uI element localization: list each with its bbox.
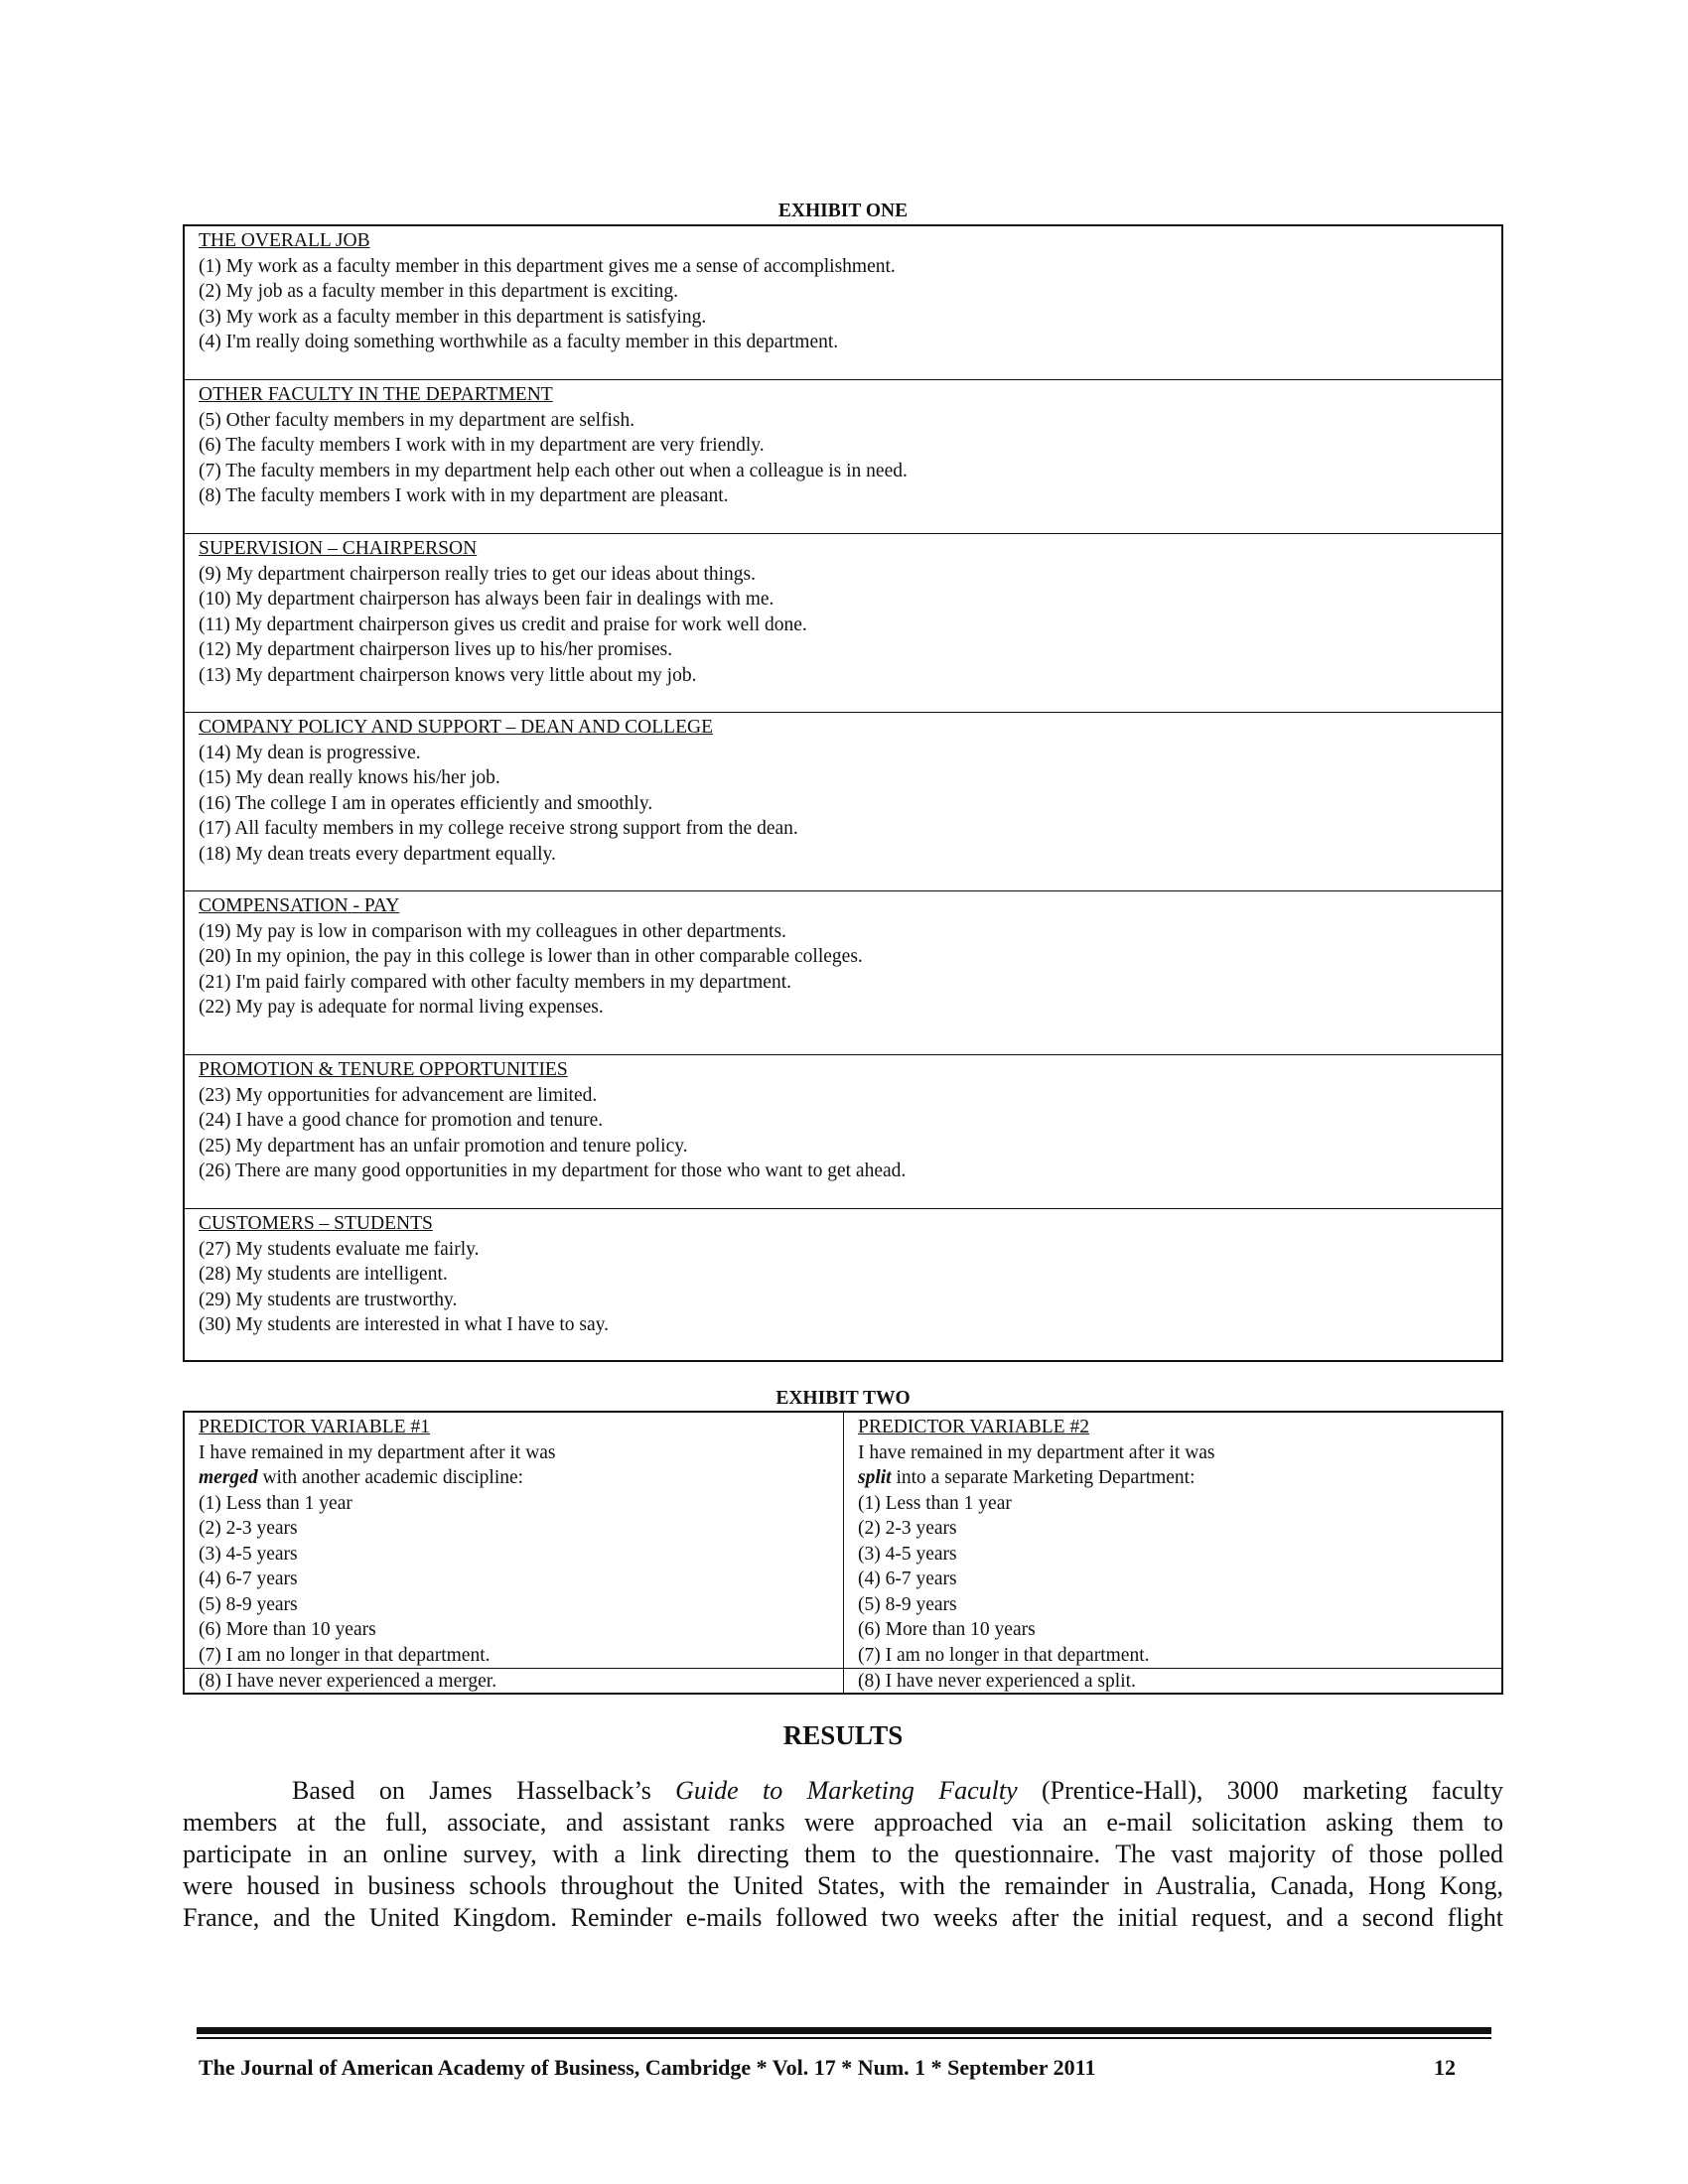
survey-item: (15) My dean really knows his/her job. <box>199 767 500 789</box>
exhibit-two-table <box>183 1411 1503 1695</box>
answer-option: (5) 8-9 years <box>199 1593 298 1615</box>
answer-option: (1) Less than 1 year <box>858 1492 1012 1514</box>
survey-item: (16) The college I am in operates efficiently and smoothly. <box>199 792 653 814</box>
answer-option: (2) 2-3 years <box>858 1518 957 1539</box>
section-overall-job <box>185 226 1501 380</box>
section-promotion <box>185 1055 1501 1209</box>
survey-item: (4) I'm really doing something worthwhile as a faculty member in this department. <box>199 332 839 353</box>
intro-text: I have remained in my department after it was <box>199 1441 556 1463</box>
survey-item: (17) All faculty members in my college receive strong support from the dean. <box>199 818 798 840</box>
answer-option: (6) More than 10 years <box>858 1619 1036 1640</box>
results-heading: RESULTS <box>782 1720 904 1750</box>
answer-option-last: (8) I have never experienced a merger. <box>185 1668 843 1695</box>
page-number: 12 <box>1434 2055 1456 2080</box>
journal-footer: The Journal of American Academy of Business, Cambridge * Vol. 17 * Num. 1 * September 2011 <box>199 2055 1096 2080</box>
survey-item: (18) My dean treats every department equally. <box>199 843 556 865</box>
column-title: PREDICTOR VARIABLE #2 <box>858 1417 1089 1437</box>
survey-item: (9) My department chairperson really tries to get our ideas about things. <box>199 563 757 585</box>
survey-item: (5) Other faculty members in my department are selfish. <box>199 409 635 431</box>
survey-item: (3) My work as a faculty member in this department is satisfying. <box>199 306 707 328</box>
book-title: Guide to Marketing Faculty <box>675 1776 1018 1805</box>
answer-option: (4) 6-7 years <box>858 1569 957 1589</box>
emphasis-word: split <box>858 1467 892 1488</box>
section-compensation <box>185 891 1501 1055</box>
section-title: PROMOTION & TENURE OPPORTUNITIES <box>199 1059 568 1080</box>
survey-item: (21) I'm paid fairly compared with other faculty members in my department. <box>199 971 791 993</box>
survey-item: (23) My opportunities for advancement are limited. <box>199 1084 598 1106</box>
paragraph-line: participate in an online survey, with a link directing them to the questionnaire. The vast majority of those polled <box>183 1840 1503 1868</box>
survey-item: (6) The faculty members I work with in my department are very friendly. <box>199 435 765 457</box>
section-title: CUSTOMERS – STUDENTS <box>199 1213 433 1234</box>
paragraph-line: were housed in business schools throughout the United States, with the remainder in Australia, Canada, Hong Kong, <box>183 1871 1503 1900</box>
section-title: COMPENSATION - PAY <box>199 895 400 916</box>
paragraph-line: France, and the United Kingdom. Reminder e-mails followed two weeks after the initial request, and a second flight <box>183 1903 1503 1932</box>
answer-option: (7) I am no longer in that department. <box>199 1644 491 1666</box>
paragraph-line-start: Based on James Hasselback’s <box>292 1776 676 1805</box>
section-title: SUPERVISION – CHAIRPERSON <box>199 538 478 559</box>
intro-text-rest: with another academic discipline: <box>257 1467 524 1488</box>
predictor-variable-1 <box>185 1413 843 1693</box>
section-title: THE OVERALL JOB <box>199 230 370 251</box>
answer-option: (4) 6-7 years <box>199 1569 298 1589</box>
survey-item: (19) My pay is low in comparison with my colleagues in other departments. <box>199 920 786 942</box>
survey-item: (1) My work as a faculty member in this department gives me a sense of accomplishment. <box>199 255 896 277</box>
survey-item: (20) In my opinion, the pay in this college is lower than in other comparable colleges. <box>199 946 863 968</box>
footer-rule-thin <box>197 2037 1491 2039</box>
survey-item: (11) My department chairperson gives us credit and praise for work well done. <box>199 614 807 635</box>
section-company-policy <box>185 713 1501 891</box>
answer-option: (3) 4-5 years <box>858 1543 957 1565</box>
answer-option: (6) More than 10 years <box>199 1619 376 1640</box>
predictor-variable-2 <box>843 1413 1501 1693</box>
survey-item: (29) My students are trustworthy. <box>199 1289 458 1310</box>
results-paragraph <box>183 1775 1503 1934</box>
intro-text-rest: into a separate Marketing Department: <box>891 1467 1196 1488</box>
section-customers <box>185 1209 1501 1360</box>
answer-option: (5) 8-9 years <box>858 1593 957 1615</box>
survey-item: (12) My department chairperson lives up to his/her promises. <box>199 639 673 661</box>
section-other-faculty <box>185 380 1501 534</box>
survey-item: (22) My pay is adequate for normal living expenses. <box>199 997 604 1019</box>
exhibit-two-title: EXHIBIT TWO <box>775 1388 911 1409</box>
survey-item: (27) My students evaluate me fairly. <box>199 1238 480 1260</box>
exhibit-one-table <box>183 224 1503 1362</box>
survey-item: (8) The faculty members I work with in my department are pleasant. <box>199 485 729 507</box>
survey-item: (10) My department chairperson has always been fair in dealings with me. <box>199 589 774 611</box>
section-supervision <box>185 534 1501 713</box>
paragraph-line <box>183 1775 1503 1807</box>
exhibit-one-title: EXHIBIT ONE <box>777 201 909 221</box>
intro-text-continued <box>858 1465 1501 1491</box>
paragraph-line: members at the full, associate, and assistant ranks were approached via an e-mail solicitation asking them to <box>183 1808 1503 1837</box>
survey-item: (28) My students are intelligent. <box>199 1264 448 1286</box>
answer-option: (3) 4-5 years <box>199 1543 298 1565</box>
survey-item: (7) The faculty members in my department help each other out when a colleague is in need. <box>199 460 908 481</box>
survey-item: (25) My department has an unfair promotion and tenure policy. <box>199 1135 688 1157</box>
answer-option: (7) I am no longer in that department. <box>858 1644 1150 1666</box>
survey-item: (24) I have a good chance for promotion and tenure. <box>199 1110 604 1132</box>
answer-option: (2) 2-3 years <box>199 1518 298 1539</box>
section-title: COMPANY POLICY AND SUPPORT – DEAN AND COLLEGE <box>199 717 713 738</box>
paragraph-line-end: (Prentice-Hall), 3000 marketing faculty <box>1017 1776 1503 1805</box>
section-title: OTHER FACULTY IN THE DEPARTMENT <box>199 384 553 405</box>
survey-item: (30) My students are interested in what I have to say. <box>199 1314 609 1336</box>
footer-rule <box>197 2027 1491 2034</box>
answer-option-last: (8) I have never experienced a split. <box>844 1668 1501 1695</box>
survey-item: (26) There are many good opportunities in my department for those who want to get ahead. <box>199 1160 907 1182</box>
survey-item: (2) My job as a faculty member in this department is exciting. <box>199 281 679 303</box>
survey-item: (13) My department chairperson knows very little about my job. <box>199 664 697 686</box>
answer-option: (1) Less than 1 year <box>199 1492 352 1514</box>
column-title: PREDICTOR VARIABLE #1 <box>199 1417 430 1437</box>
intro-text: I have remained in my department after it was <box>858 1441 1215 1463</box>
survey-item: (14) My dean is progressive. <box>199 742 421 763</box>
intro-text-continued <box>199 1465 843 1491</box>
emphasis-word: merged <box>199 1467 258 1488</box>
